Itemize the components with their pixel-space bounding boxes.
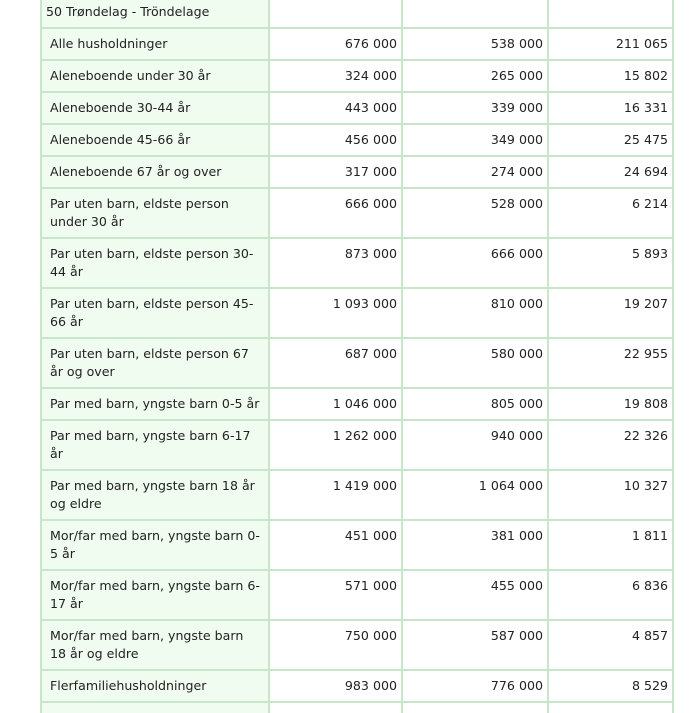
value-cell-c1: 1 419 000 [269,470,402,520]
table-row [41,156,673,188]
value-cell-c1: 443 000 [269,92,402,124]
value-cell-c3: 19 808 [548,388,673,420]
empty-cell [402,0,548,28]
row-label: Par med barn, yngste barn 18 år og eldre [41,470,269,520]
row-label: Aleneboende 30-44 år [41,92,269,124]
region-label: 50 Trøndelag - Tröndelage [41,0,269,28]
household-income-table [40,0,674,713]
value-cell-c3: 19 207 [548,288,673,338]
table-row [41,620,673,670]
value-cell-c2: 810 000 [402,288,548,338]
table-row [41,388,673,420]
value-cell-c1: 451 000 [269,520,402,570]
value-cell-c1: 1 046 000 [269,388,402,420]
row-label: Aleneboende 67 år og over [41,156,269,188]
value-cell-c3: 8 529 [548,670,673,702]
table-row [41,238,673,288]
table-row [41,188,673,238]
table-row [41,470,673,520]
table-body [41,0,673,713]
value-cell-c2: 339 000 [402,92,548,124]
row-label: Par uten barn, eldste person under 30 år [41,188,269,238]
value-cell-c2: 666 000 [402,238,548,288]
value-cell-c1: 571 000 [269,570,402,620]
row-label: Par med barn, yngste barn 6-17 år [41,420,269,470]
table-row [41,670,673,702]
row-label: Par uten barn, eldste person 45-66 år [41,288,269,338]
empty-cell [41,702,269,713]
value-cell-c3: 16 331 [548,92,673,124]
table-row [41,288,673,338]
row-label: Par uten barn, eldste person 30-44 år [41,238,269,288]
value-cell-c3: 15 802 [548,60,673,92]
statistics-table-container [40,0,672,713]
value-cell-c2: 940 000 [402,420,548,470]
value-cell-c1: 983 000 [269,670,402,702]
region-group-row [41,0,673,28]
value-cell-c3: 4 857 [548,620,673,670]
value-cell-c3: 211 065 [548,28,673,60]
value-cell-c1: 873 000 [269,238,402,288]
value-cell-c1: 1 093 000 [269,288,402,338]
value-cell-c2: 1 064 000 [402,470,548,520]
value-cell-c3: 6 214 [548,188,673,238]
value-cell-c2: 349 000 [402,124,548,156]
empty-cell [548,702,673,713]
value-cell-c1: 317 000 [269,156,402,188]
value-cell-c2: 381 000 [402,520,548,570]
value-cell-c3: 5 893 [548,238,673,288]
value-cell-c2: 538 000 [402,28,548,60]
value-cell-c1: 1 262 000 [269,420,402,470]
value-cell-c2: 805 000 [402,388,548,420]
value-cell-c2: 265 000 [402,60,548,92]
value-cell-c1: 676 000 [269,28,402,60]
value-cell-c3: 25 475 [548,124,673,156]
next-row-partial [41,702,673,713]
value-cell-c3: 10 327 [548,470,673,520]
row-label: Mor/far med barn, yngste barn 18 år og eldre [41,620,269,670]
empty-cell [402,702,548,713]
empty-cell [269,0,402,28]
row-label: Aleneboende under 30 år [41,60,269,92]
table-row [41,338,673,388]
value-cell-c1: 750 000 [269,620,402,670]
value-cell-c2: 455 000 [402,570,548,620]
value-cell-c2: 528 000 [402,188,548,238]
row-label: Alle husholdninger [41,28,269,60]
value-cell-c2: 587 000 [402,620,548,670]
table-row [41,92,673,124]
value-cell-c3: 6 836 [548,570,673,620]
row-label: Par uten barn, eldste person 67 år og over [41,338,269,388]
table-row [41,520,673,570]
value-cell-c1: 687 000 [269,338,402,388]
value-cell-c2: 274 000 [402,156,548,188]
value-cell-c3: 22 326 [548,420,673,470]
value-cell-c1: 456 000 [269,124,402,156]
table-row [41,60,673,92]
value-cell-c2: 776 000 [402,670,548,702]
row-label: Mor/far med barn, yngste barn 6-17 år [41,570,269,620]
row-label: Aleneboende 45-66 år [41,124,269,156]
empty-cell [269,702,402,713]
table-row [41,124,673,156]
value-cell-c3: 1 811 [548,520,673,570]
value-cell-c2: 580 000 [402,338,548,388]
value-cell-c3: 22 955 [548,338,673,388]
row-label: Mor/far med barn, yngste barn 0-5 år [41,520,269,570]
table-row [41,28,673,60]
value-cell-c1: 666 000 [269,188,402,238]
value-cell-c3: 24 694 [548,156,673,188]
row-label: Par med barn, yngste barn 0-5 år [41,388,269,420]
table-row [41,570,673,620]
value-cell-c1: 324 000 [269,60,402,92]
empty-cell [548,0,673,28]
row-label: Flerfamiliehusholdninger [41,670,269,702]
table-row [41,420,673,470]
